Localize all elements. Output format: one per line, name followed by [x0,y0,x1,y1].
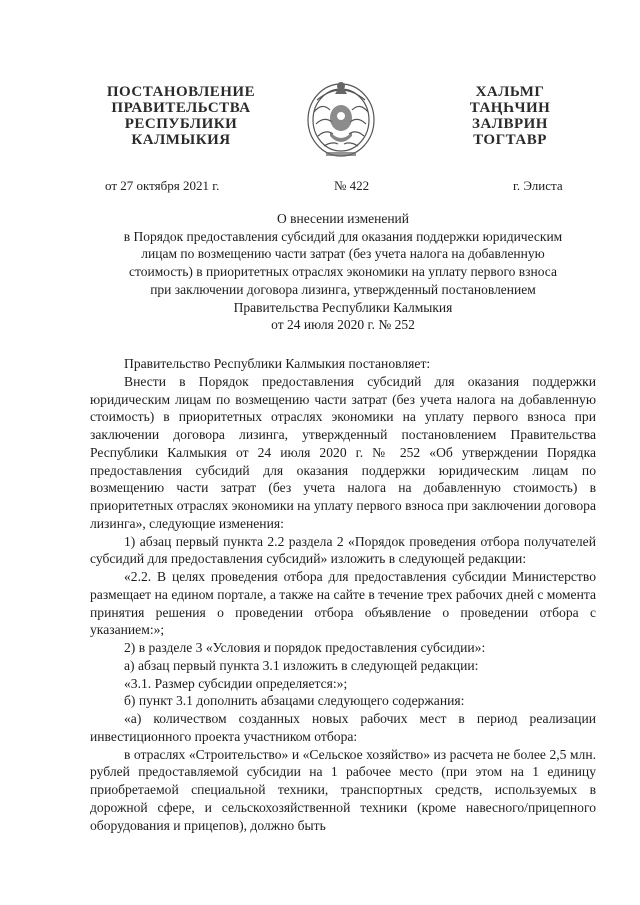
body-paragraph: а) абзац первый пункта 3.1 изложить в следующей редакции: [124,657,479,673]
document-body [90,355,596,834]
document-date: от 27 октября 2021 г. [105,178,220,193]
body-paragraph: в отраслях «Строительство» и «Сельское хозяйство» из расчета не более 2,5 млн. рублей предоставляемой субсидии на 1 рабочее место (при этом на 1 единицу приобретаемой специальной техники, транспортных средств, используемых в дорожной сфере, и сельскохозяйственной техники (кроме навесного/прицепного оборудования и прицепов), должно быть [90,746,596,833]
title-line: в Порядок предоставления субсидий для оказания поддержки юридическим [123,228,563,244]
header-left-line: РЕСПУБЛИКИ [124,116,238,132]
document-title [88,210,598,334]
header-right-kalmyk [455,84,565,148]
header-left-ru [96,84,266,148]
document-number: № 422 [334,178,370,193]
header-right-line: ЗАЛВРИН [472,116,548,132]
header-right-line: ТОГТАВР [473,132,547,148]
body-paragraph: «а) количеством созданных новых рабочих мест в период реализации инвестиционного проекта участником отбора: [90,711,596,744]
document-city: г. Элиста [513,178,563,193]
body-paragraph: Правительство Республики Калмыкия постановляет: [124,356,431,371]
body-paragraph: б) пункт 3.1 дополнить абзацами следующего содержания: [124,693,465,709]
title-line: лицам по возмещению части затрат (без учета налога на добавленную [141,246,545,262]
title-line: при заключении договора лизинга, утвержденный постановлением [150,281,536,297]
body-paragraph: «3.1. Размер субсидии определяется:»; [124,675,348,691]
body-paragraph: 2) в разделе 3 «Условия и порядок предоставления субсидии»: [124,640,486,655]
header-right-line: ХАЛЬМГ [475,84,545,100]
title-line: стоимость) в приоритетных отраслях экономики на уплату первого взноса [129,264,557,280]
body-paragraph: «2.2. В целях проведения отбора для предоставления субсидии Министерство размещает на едином портале, а также на сайте в течение трех рабочих дней с момента принятия решения о проведении отбора объявление о проведении отбора с указанием:»; [90,569,596,638]
header-left-line: ПОСТАНОВЛЕНИЕ [106,84,256,100]
body-paragraph: Внести в Порядок предоставления субсидий для оказания поддержки юридическим лицам по возмещению части затрат (без учета налога на добавленную стоимость) в приоритетных отраслях экономики на уплату первого взноса при заключении договора лизинга, утвержденный постановлением Правительства Республики Калмыкия от 24 июля 2020 г. № 252 «Об утверждении Порядка предоставления субсидий для оказания поддержки юридическим лицам по возмещению части затрат (без учета налога на добавленную стоимость) в приоритетных отраслях экономики на уплату первого взноса при заключении договора лизинга», следующие изменения: [90,373,596,531]
kalmykia-emblem-icon [302,72,380,162]
title-line: от 24 июля 2020 г. № 252 [271,317,415,333]
header-left-line: ПРАВИТЕЛЬСТВА [111,100,251,116]
header-right-line: ТАҢҺЧИН [469,100,551,116]
title-line: Правительства Республики Калмыкия [233,299,453,315]
header-left-line: КАЛМЫКИЯ [131,132,231,148]
body-paragraph: 1) абзац первый пункта 2.2 раздела 2 «Порядок проведения отбора получателей субсидий для предоставления субсидий» изложить в следующей редакции: [90,533,596,567]
title-line: О внесении изменений [276,211,410,226]
